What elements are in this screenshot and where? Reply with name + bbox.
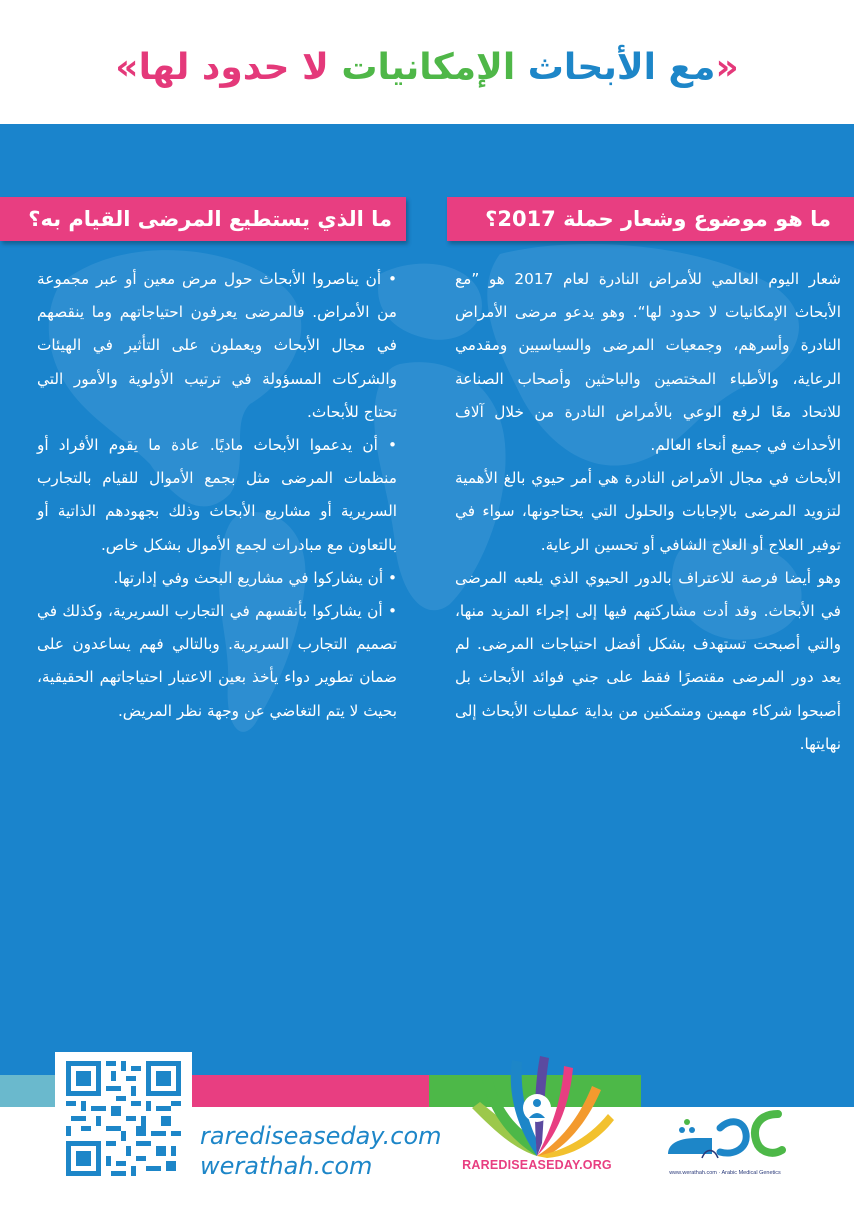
- list-item: • أن يدعموا الأبحاث ماديًا. عادة ما يقوم الأفراد أو منظمات المرضى مثل بجمع الأموال للقيام بالتجارب السريرية أو مشاريع الأبحاث وذلك بجهودهم الذاتية أو بالتعاون مع مبادرات لجمع الأموال بشكل خاص.: [37, 436, 397, 554]
- content-panel: [0, 124, 854, 1075]
- campaign-theme-text: [455, 263, 841, 761]
- title-close-quote: »: [115, 47, 139, 88]
- patients-actions-list: [37, 263, 397, 728]
- list-item: • أن يشاركوا بأنفسهم في التجارب السريرية، وكذلك في تصميم التجارب السريرية. وبالتالي فهم يساعدون على ضمان تطوير دواء يأخذ بعين الاعتبار احتياجاتهم الحقيقية، بحيث لا يتم التغاضي عن وجهة نظر المريض.: [37, 602, 397, 720]
- title-open-quote: «: [715, 47, 739, 88]
- section-heading-campaign-theme: ما هو موضوع وشعار حملة 2017؟: [447, 197, 854, 241]
- link-rarediseaseday[interactable]: rarediseaseday.com: [200, 1122, 442, 1150]
- link-werathah[interactable]: werathah.com: [200, 1152, 373, 1180]
- title-part-limitless: لا حدود لها: [138, 47, 329, 88]
- stripe-teal: [0, 1075, 55, 1107]
- rare-disease-day-hands-logo: [452, 1048, 622, 1158]
- title-part-research: مع الأبحاث: [527, 47, 716, 88]
- stripe-blue: [641, 1075, 854, 1107]
- list-item: • أن يناصروا الأبحاث حول مرض معين أو عبر مجموعة من الأمراض. فالمرضى يعرفون احتياجاتهم وما ينقصهم في مجال الأبحاث ويعملون على التأثير في الهيئات والشركات المسؤولة في ترتيب الأولوية والأمور التي تحتاج للأبحاث.: [37, 270, 397, 421]
- title-part-possibilities: الإمكانيات: [341, 47, 516, 88]
- qr-code[interactable]: [55, 1052, 192, 1184]
- paragraph: شعار اليوم العالمي للأمراض النادرة لعام 2017 هو ”مع الأبحاث الإمكانيات لا حدود لها“. وهو يدعو مرضى الأمراض النادرة وأسرهم، وجمعيات المرضى والسياسيين ومقدمي الرعاية، والأطباء المختصين والباحثين وأصحاب الصناعة للاتحاد معًا لرفع الوعي بالأمراض النادرة من خلال آلاف الأحداث في جميع أنحاء العالم.: [455, 270, 841, 455]
- paragraph: الأبحاث في مجال الأمراض النادرة هي أمر حيوي بالغ الأهمية لتزويد المرضى بالإجابات والحلول التي يحتاجونها، سواء في توفير العلاج أو العلاج الشافي أو تحسين الرعاية.: [455, 469, 841, 554]
- section-heading-what-patients-can-do: ما الذي يستطيع المرضى القيام به؟: [0, 197, 406, 241]
- page-title: [0, 44, 854, 92]
- stripe-pink: [192, 1075, 429, 1107]
- list-item: • أن يشاركوا في مشاريع البحث وفي إدارتها.: [113, 568, 397, 587]
- werathah-logo: [660, 1108, 790, 1168]
- header: [0, 0, 854, 124]
- werathah-logo-caption: www.werathah.com · Arabic Medical Genetics: [669, 1170, 781, 1176]
- qr-code-icon: [66, 1060, 181, 1177]
- rare-disease-day-logo-text: RAREDISEASEDAY.ORG: [462, 1158, 612, 1172]
- paragraph: وهو أيضا فرصة للاعتراف بالدور الحيوي الذي يلعبه المرضى في الأبحاث. وقد أدت مشاركتهم فيها إلى إجراء المزيد منها، والتي أصبحت تستهدف بشكل أفضل احتياجات المرضى. لم يعد دور المرضى مقتصرًا فقط على جني فوائد الأبحاث بل أصبحوا شركاء مهمين ومتمكنين من بداية عمليات الأبحاث إلى نهايتها.: [455, 568, 841, 753]
